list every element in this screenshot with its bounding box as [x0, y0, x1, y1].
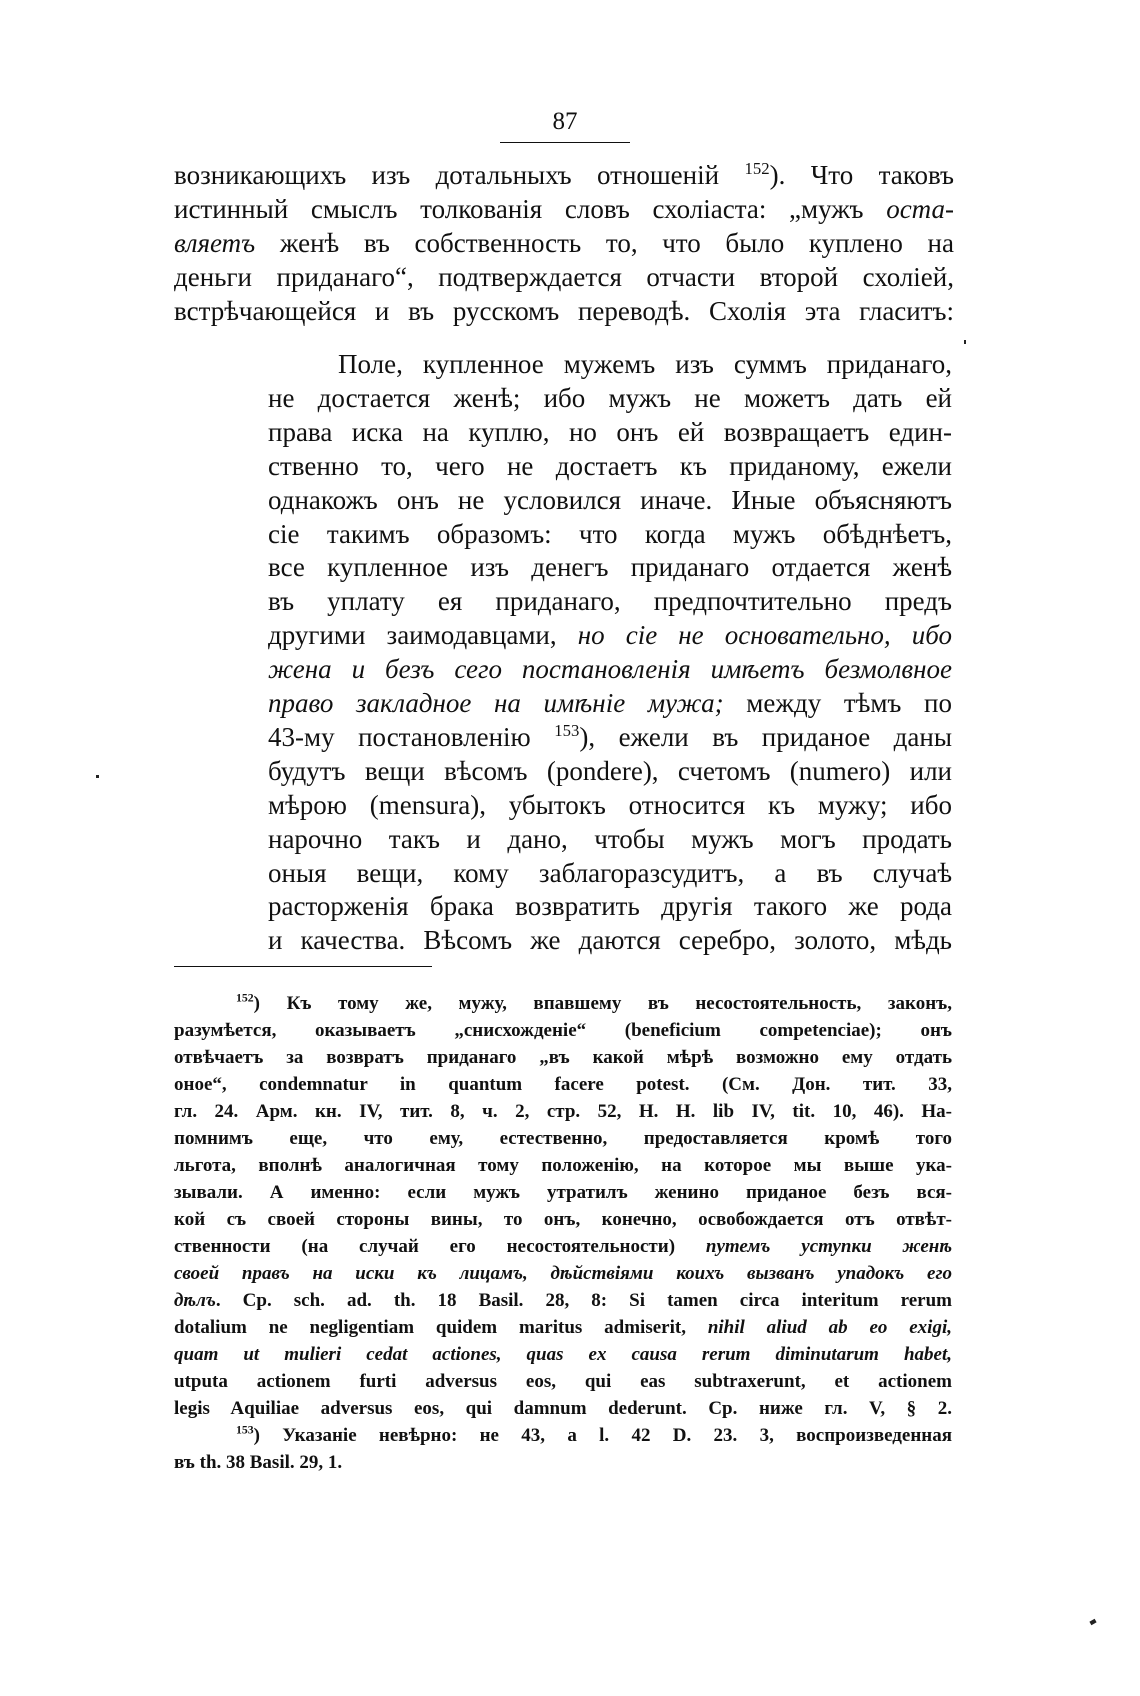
- block-quote-segment: 153: [554, 720, 580, 740]
- block-quote-segment: ), ежели въ приданое даны: [579, 721, 952, 752]
- block-quote-segment: жена и безъ сего постановленія имѣетъ безмолвное: [268, 654, 952, 685]
- block-quote-segment: нарочно такъ и дано, чтобы мужъ могъ продать: [268, 823, 952, 854]
- block-quote-line: [338, 347, 952, 381]
- footnote-line: [174, 1206, 952, 1233]
- block-quote-line: [268, 720, 952, 754]
- body-text-segment: ). Что таковъ: [769, 160, 954, 190]
- block-quote-segment: права иска на куплю, но онъ ей возвращаетъ един-: [268, 416, 952, 447]
- footnote-segment: ственности (на случай его несостоятельности): [174, 1236, 706, 1257]
- block-quote-segment: и качества. Вѣсомъ же даются серебро, золото, мѣдь: [268, 925, 952, 956]
- footnote-line: [174, 1098, 952, 1125]
- block-quote-line: [268, 483, 952, 517]
- block-quote-segment: не достается женѣ; ибо мужъ не можетъ дать ей: [268, 382, 952, 413]
- body-text-line: [174, 260, 954, 294]
- block-quote-segment: расторженія брака возвратить другія такого же рода: [268, 891, 952, 922]
- body-text-segment: 152: [744, 159, 770, 178]
- block-quote-line: [268, 381, 952, 415]
- block-quote-segment: однакожъ онъ не условился иначе. Иные объясняютъ: [268, 484, 952, 515]
- body-text-segment: вляетъ: [174, 228, 256, 258]
- footnote-line: [174, 1341, 952, 1368]
- block-quote-segment: право закладное на имѣніе мужа;: [268, 688, 724, 718]
- footnote-segment: dotalium ne negligentiam quidem maritus admiserit,: [174, 1317, 708, 1338]
- block-quote-segment: оныя вещи, кому заблагоразсудитъ, а въ случаѣ: [268, 857, 952, 888]
- block-quote-segment: ственно то, чего не достаетъ къ приданому, ежели: [268, 450, 952, 481]
- footnote-segment: путемъ уступки женѣ: [705, 1236, 952, 1257]
- body-text-line: [174, 192, 954, 226]
- footnote-segment: отвѣчаетъ за возвратъ приданаго „въ какой мѣрѣ возможно ему отдать: [174, 1047, 952, 1068]
- body-text-segment: истинный смыслъ толкованія словъ схоліаста: „мужъ: [174, 194, 887, 224]
- block-quote-line: [268, 550, 952, 584]
- block-quote-line: [268, 856, 952, 890]
- block-quote-segment: Поле, купленное мужемъ изъ суммъ приданаго,: [338, 349, 952, 379]
- block-quote-segment: но сіе не основательно, ибо: [577, 620, 952, 651]
- footnote-segment: дѣлъ: [174, 1290, 216, 1311]
- block-quote-segment: будутъ вещи вѣсомъ (pondere), счетомъ (numero) или: [268, 755, 952, 786]
- footnote-segment: 153: [236, 1423, 254, 1437]
- scan-speck: [1089, 1619, 1096, 1625]
- footnote-line: [174, 1179, 952, 1206]
- block-quote-line: [268, 754, 952, 788]
- footnote-line: [174, 1368, 952, 1395]
- block-quote-segment: другими заимодавцами,: [268, 620, 578, 651]
- block-quote-line: [268, 822, 952, 856]
- body-text-segment: деньги приданаго“, подтверждается отчасти второй схоліей,: [174, 262, 954, 292]
- footnote-line: [174, 1449, 952, 1476]
- block-quote-line: [268, 517, 952, 551]
- footnote-segment: ) Къ тому же, мужу, впавшему въ несостоятельность, законъ,: [253, 993, 952, 1014]
- body-text-segment: оста-: [886, 194, 954, 224]
- footnote-segment: разумѣется, оказываетъ „снисхожденіе“ (beneficium competenciae); онъ: [174, 1020, 952, 1041]
- block-quote-line: [268, 923, 952, 957]
- block-quote-segment: сіе такимъ образомъ: что когда мужъ обѣднѣетъ,: [268, 518, 952, 549]
- block-quote-segment: въ уплату ея приданаго, предпочтительно предъ: [268, 586, 952, 617]
- footnote-line: [174, 1395, 952, 1422]
- scan-speck: [96, 775, 99, 778]
- body-text-line: [174, 226, 954, 260]
- footnote-line: [174, 1071, 952, 1098]
- footnote-line: [236, 990, 952, 1017]
- footnote-segment: . Ср. sch. ad. th. 18 Basil. 28, 8: Si tamen circa interitum rerum: [215, 1290, 952, 1311]
- body-text-line: [174, 158, 954, 192]
- body-text-line: [174, 294, 954, 328]
- footnote-segment: льгота, вполнѣ аналогичная тому положенію, на которое мы выше ука-: [174, 1155, 952, 1176]
- footnote-segment: кой съ своей стороны вины, то онъ, конечно, освобождается отъ отвѣт-: [174, 1209, 952, 1230]
- footnote-line: [174, 1152, 952, 1179]
- footnote-segment: оное“, condemnatur in quantum facere potest. (См. Дон. тит. 33,: [174, 1074, 952, 1095]
- footnote-segment: помнимъ еще, что ему, естественно, предоставляется кромѣ того: [174, 1128, 952, 1149]
- footnote-segment: 152: [236, 991, 254, 1005]
- block-quote-line: [268, 889, 952, 923]
- footnote-line: [174, 1017, 952, 1044]
- footnote-segment: quam ut mulieri cedat actiones, quas ex causa rerum diminutarum habet,: [174, 1344, 952, 1365]
- body-text-segment: женѣ въ собственность то, что было куплено на: [255, 228, 954, 258]
- footnote-line: [174, 1125, 952, 1152]
- block-quote-segment: все купленное изъ денегъ приданаго отдается женѣ: [268, 552, 952, 583]
- footnote-segment: своей правъ на иски къ лицамъ, дѣйствіями коихъ вызванъ упадокъ его: [174, 1263, 952, 1284]
- block-quote-line: [268, 415, 952, 449]
- page-number-rule: [500, 142, 630, 143]
- footnote-segment: въ th. 38 Basil. 29, 1.: [174, 1452, 343, 1473]
- block-quote-line: [268, 788, 952, 822]
- footnote-line: [236, 1422, 952, 1449]
- footnote-line: [174, 1287, 952, 1314]
- block-quote-line: [268, 686, 952, 720]
- footnote-separator: [174, 966, 432, 967]
- block-quote-line: [268, 652, 952, 686]
- body-text-segment: возникающихъ изъ дотальныхъ отношеній: [174, 160, 745, 190]
- footnote-segment: utputa actionem furti adversus eos, qui eas subtraxerunt, et actionem: [174, 1371, 952, 1392]
- block-quote-segment: 43-му постановленію: [268, 721, 555, 752]
- footnote-segment: ) Указаніе невѣрно: не 43, а l. 42 D. 23. 3, воспроизведенная: [253, 1425, 952, 1446]
- block-quote-line: [268, 584, 952, 618]
- block-quote-segment: мѣрою (mensura), убытокъ относится къ мужу; ибо: [268, 789, 952, 820]
- footnote-line: [174, 1044, 952, 1071]
- scan-speck: [964, 340, 966, 344]
- block-quote-line: [268, 449, 952, 483]
- page-number: 87: [552, 108, 578, 135]
- block-quote-line: [268, 618, 952, 652]
- footnote-segment: legis Aquiliae adversus eos, qui damnum dederunt. Ср. ниже гл. V, § 2.: [174, 1398, 952, 1419]
- footnote-segment: гл. 24. Арм. кн. IV, тит. 8, ч. 2, стр. 52, H. H. lib IV, tit. 10, 46). На-: [174, 1101, 952, 1122]
- footnote-line: [174, 1260, 952, 1287]
- footnote-line: [174, 1314, 952, 1341]
- footnote-line: [174, 1233, 952, 1260]
- block-quote-segment: между тѣмъ по: [723, 688, 952, 718]
- footnote-segment: зывали. А именно: если мужъ утратилъ женино приданое безъ вся-: [174, 1182, 952, 1203]
- footnote-segment: nihil aliud ab eo exigi,: [707, 1317, 952, 1338]
- body-text-segment: встрѣчающейся и въ русскомъ переводѣ. Схолія эта гласитъ:: [174, 296, 954, 326]
